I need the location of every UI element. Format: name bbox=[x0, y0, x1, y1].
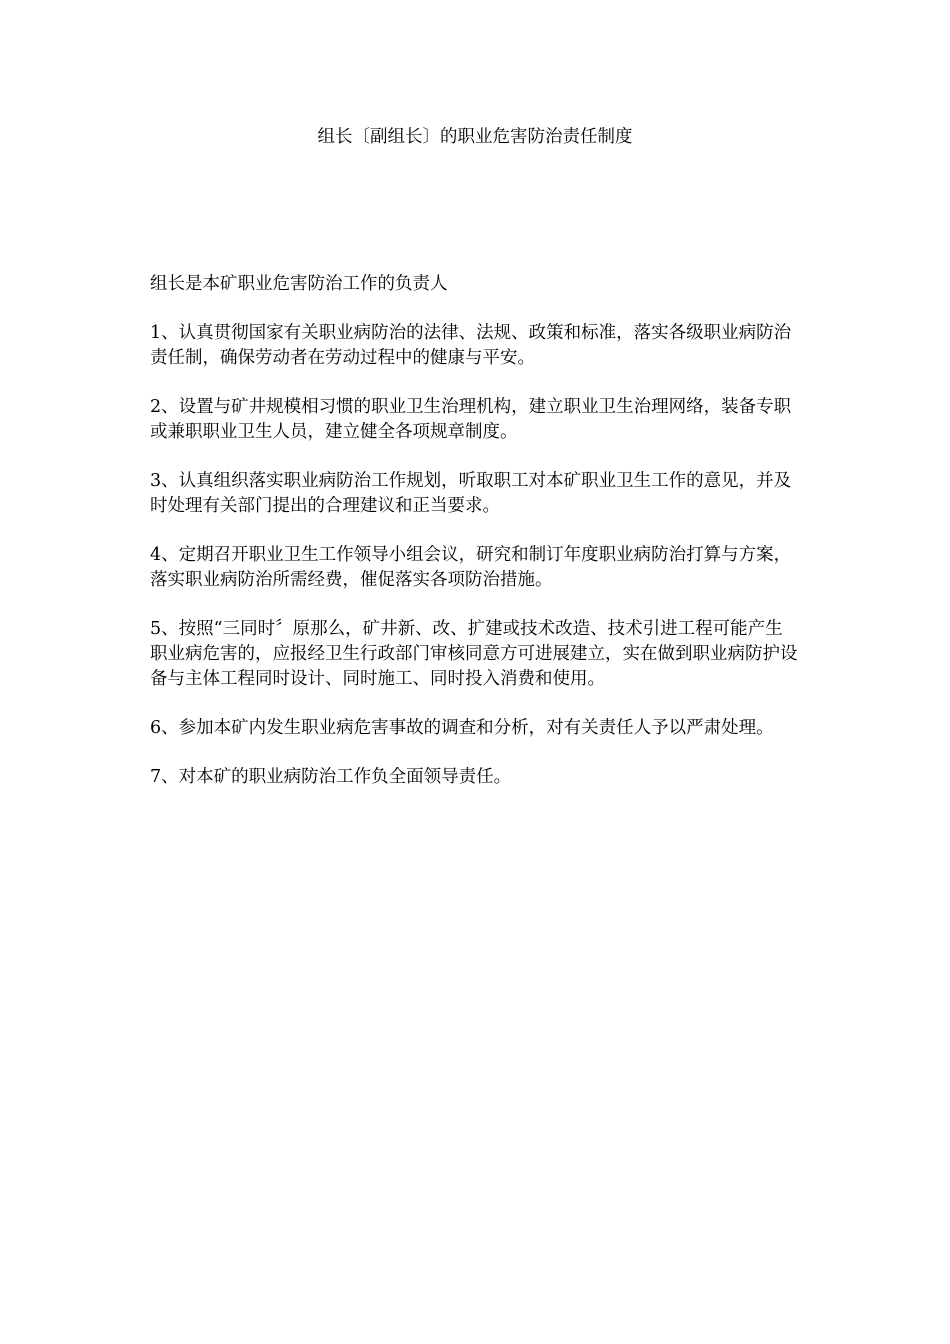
clause-5: 5、按照“三同时〞原那么，矿井新、改、扩建或技术改造、技术引进工程可能产生职业病危害的，应报经卫生行政部门审核同意方可进展建立，实在做到职业病防护设备与主体工程同时设计、同时施工、同时投入消费和使用。 bbox=[150, 619, 798, 689]
clause-6: 6、参加本矿内发生职业病危害事故的调查和分析，对有关责任人予以严肃处理。 bbox=[150, 718, 774, 738]
clause-4: 4、定期召开职业卫生工作领导小组会议，研究和制订年度职业病防治打算与方案，落实职业病防治所需经费，催促落实各项防治措施。 bbox=[150, 545, 792, 590]
clause-1: 1、认真贯彻国家有关职业病防治的法律、法规、政策和标准，落实各级职业病防治责任制，确保劳动者在劳动过程中的健康与平安。 bbox=[150, 323, 792, 368]
clause-3: 3、认真组织落实职业病防治工作规划，听取职工对本矿职业卫生工作的意见，并及时处理有关部门提出的合理建议和正当要求。 bbox=[150, 471, 792, 516]
document-body bbox=[150, 272, 800, 814]
clause-7: 7、对本矿的职业病防治工作负全面领导责任。 bbox=[150, 767, 512, 787]
clause-2: 2、设置与矿井规模相习惯的职业卫生治理机构，建立职业卫生治理网络，装备专职或兼职职业卫生人员，建立健全各项规章制度。 bbox=[150, 397, 792, 442]
document-title: 组长〔副组长〕的职业危害防治责任制度 bbox=[317, 127, 633, 147]
intro-paragraph: 组长是本矿职业危害防治工作的负责人 bbox=[150, 274, 448, 294]
